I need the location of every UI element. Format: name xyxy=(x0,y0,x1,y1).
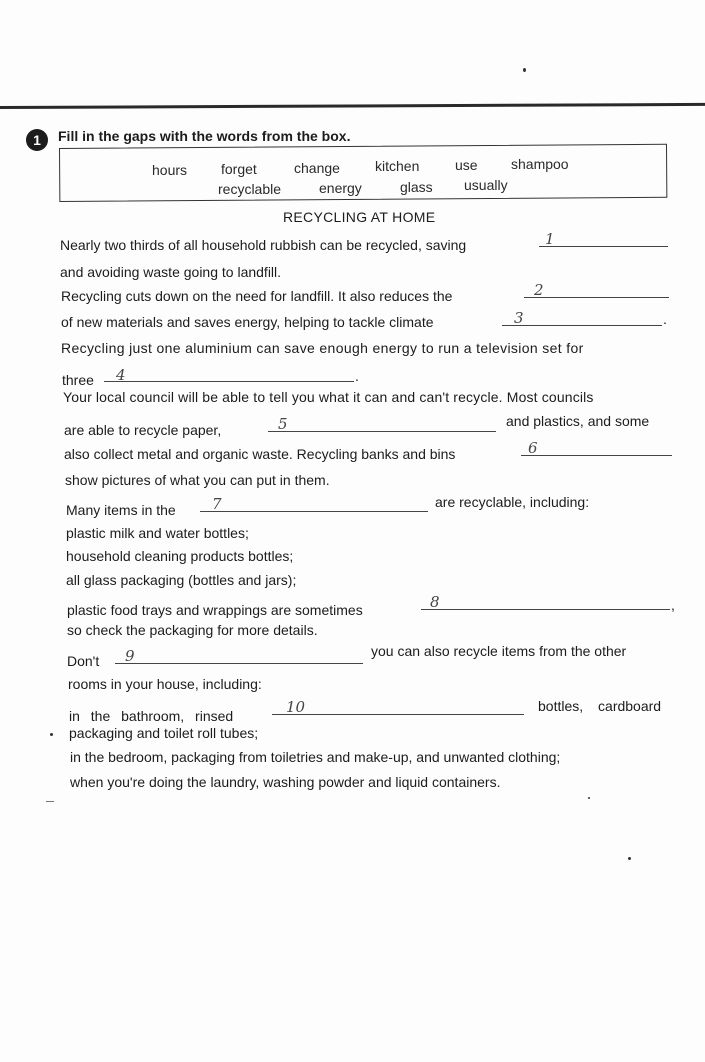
list-item: plastic food trays and wrappings are sometimes xyxy=(67,602,363,618)
word-use: use xyxy=(455,157,478,173)
text-line: and plastics, and some xyxy=(506,413,650,429)
word-usually: usually xyxy=(464,177,508,193)
gap-3-line[interactable] xyxy=(502,325,662,326)
text-line: Your local council will be able to tell you what it can and can't recycle. Most councils xyxy=(63,389,594,405)
gap-3-answer: 3 xyxy=(514,309,524,327)
word-box xyxy=(59,144,667,202)
gap-9-answer: 9 xyxy=(125,647,135,665)
gap-2-line[interactable] xyxy=(524,297,669,298)
text-line: show pictures of what you can put in them. xyxy=(65,472,330,488)
list-item: all glass packaging (bottles and jars); xyxy=(66,572,297,588)
list-item: bottles, cardboard xyxy=(538,698,662,714)
text-line: Recycling just one aluminium can save enough energy to run a television set for xyxy=(61,340,584,356)
text-line: also collect metal and organic waste. Recycling banks and bins xyxy=(64,446,456,462)
word-kitchen: kitchen xyxy=(375,158,420,174)
word-energy: energy xyxy=(319,180,362,196)
word-shampoo: shampoo xyxy=(511,156,569,172)
text-line: of new materials and saves energy, helping to tackle climate xyxy=(61,314,434,330)
gap-4-answer: 4 xyxy=(116,366,126,384)
punctuation: . xyxy=(663,311,667,327)
exercise-instruction: Fill in the gaps with the words from the box. xyxy=(58,128,351,144)
margin-mark xyxy=(46,801,54,802)
gap-6-line[interactable] xyxy=(521,455,672,456)
text-line: and avoiding waste going to landfill. xyxy=(60,264,282,280)
text-line: Don't xyxy=(67,653,100,669)
word-glass: glass xyxy=(400,179,433,195)
gap-7-answer: 7 xyxy=(212,495,222,513)
text-line: you can also recycle items from the other xyxy=(371,643,627,659)
word-forget: forget xyxy=(221,161,257,177)
text-line: so check the packaging for more details. xyxy=(67,622,318,638)
gap-2-answer: 2 xyxy=(534,281,544,299)
punctuation: . xyxy=(355,368,359,384)
word-recyclable: recyclable xyxy=(218,181,282,197)
gap-10-line[interactable] xyxy=(272,714,524,715)
word-change: change xyxy=(294,160,340,176)
gap-1-answer: 1 xyxy=(545,230,555,248)
speck xyxy=(50,733,53,736)
text-line: three xyxy=(62,372,94,388)
speck xyxy=(628,857,631,860)
exercise-number-badge: 1 xyxy=(26,129,48,151)
text-line: Recycling cuts down on the need for landfill. It also reduces the xyxy=(61,288,453,304)
text-line: Nearly two thirds of all household rubbish can be recycled, saving xyxy=(60,237,467,253)
gap-4-line[interactable] xyxy=(104,381,354,382)
text-line: are able to recycle paper, xyxy=(64,422,222,438)
word-hours: hours xyxy=(152,162,188,178)
gap-1-line[interactable] xyxy=(539,246,668,247)
gap-9-line[interactable] xyxy=(115,663,363,664)
text-line: Many items in the xyxy=(66,502,176,518)
punctuation: , xyxy=(671,597,675,613)
text-title: RECYCLING AT HOME xyxy=(283,209,436,225)
text-line: are recyclable, including: xyxy=(435,494,590,510)
text-line: rooms in your house, including: xyxy=(68,676,262,692)
gap-10-answer: 10 xyxy=(286,698,306,716)
speck xyxy=(523,68,526,72)
list-item: when you're doing the laundry, washing powder and liquid containers. xyxy=(70,774,501,790)
gap-7-line[interactable] xyxy=(200,511,428,512)
gap-8-answer: 8 xyxy=(430,593,440,611)
gap-5-answer: 5 xyxy=(278,415,288,433)
speck xyxy=(588,797,590,799)
list-item: in the bathroom, rinsed xyxy=(69,708,234,724)
gap-8-line[interactable] xyxy=(421,609,670,610)
text-line: packaging and toilet roll tubes; xyxy=(69,725,259,741)
gap-6-answer: 6 xyxy=(528,439,538,457)
list-item: plastic milk and water bottles; xyxy=(66,525,249,541)
gap-5-line[interactable] xyxy=(268,431,496,432)
top-rule xyxy=(0,103,705,109)
list-item: household cleaning products bottles; xyxy=(66,548,294,564)
list-item: in the bedroom, packaging from toiletries and make-up, and unwanted clothing; xyxy=(70,749,561,765)
